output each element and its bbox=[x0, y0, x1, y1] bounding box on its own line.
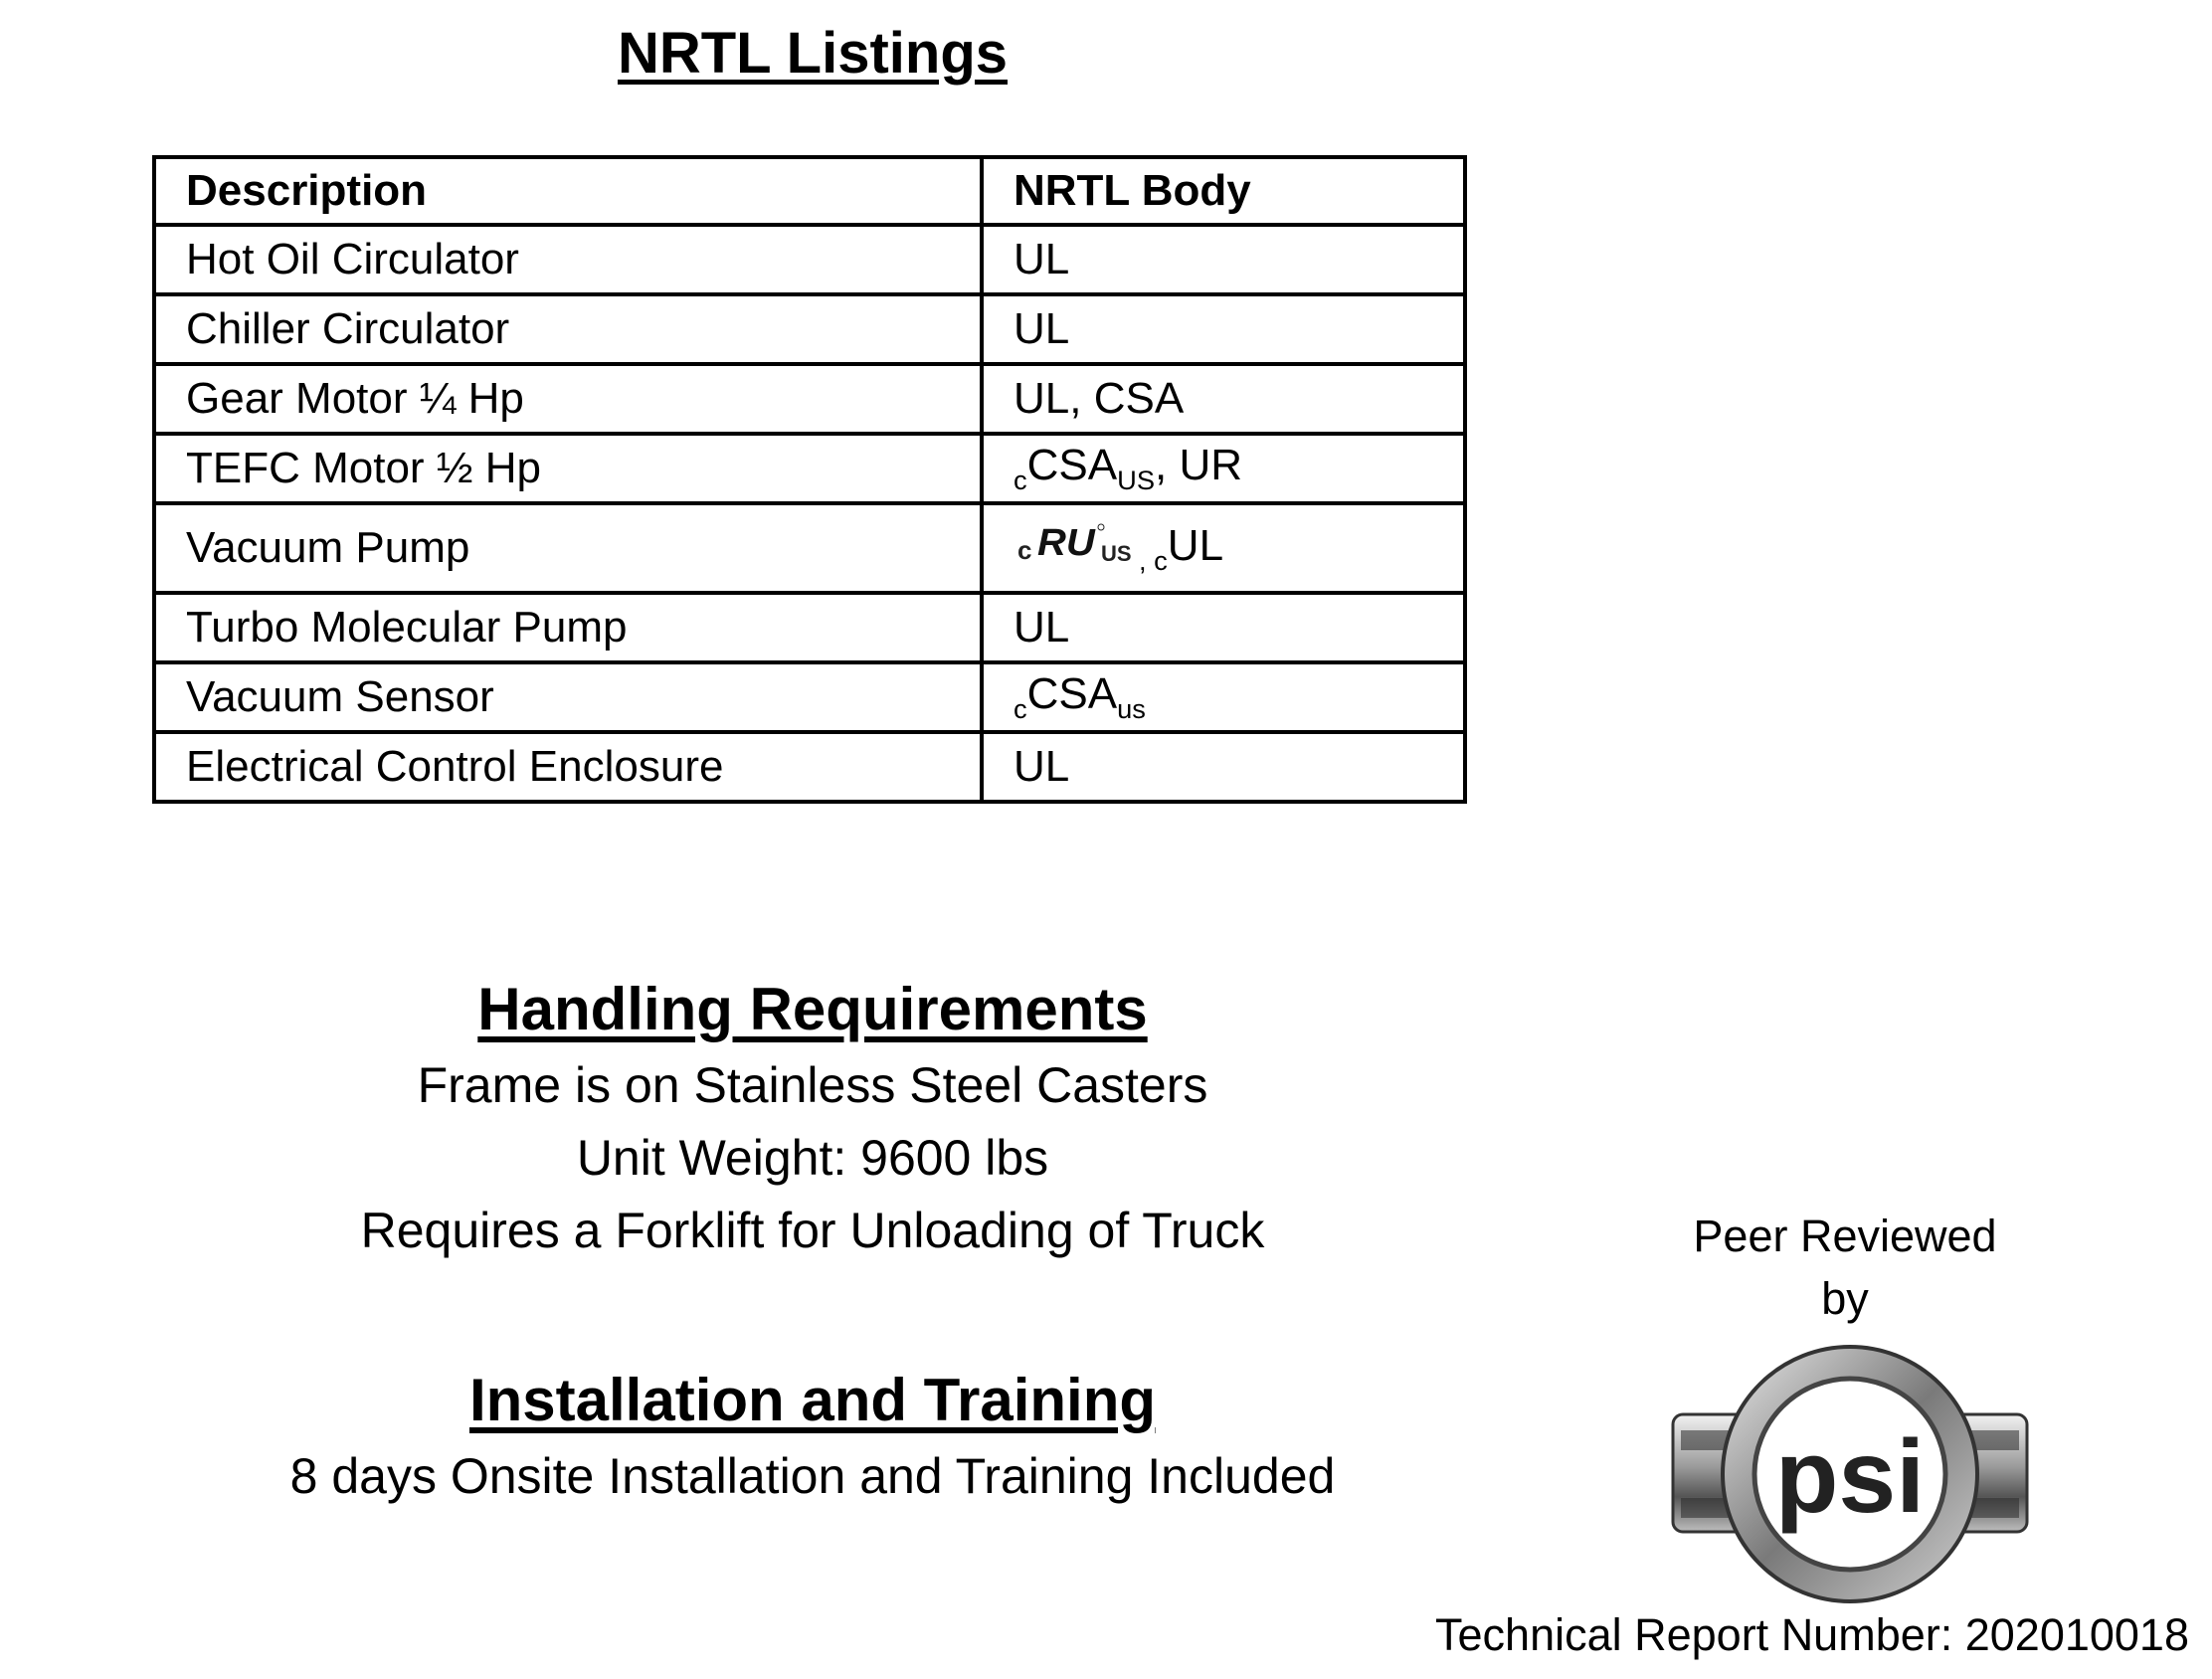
svg-text:RU: RU bbox=[1037, 521, 1095, 564]
nrtl-body-cell: UL bbox=[982, 225, 1465, 294]
body-main: CSA bbox=[1026, 669, 1118, 719]
table-row bbox=[154, 294, 1465, 364]
table-row bbox=[154, 503, 1465, 593]
table-header-row bbox=[154, 157, 1465, 225]
column-header-nrtl-body: NRTL Body bbox=[982, 157, 1465, 225]
nrtl-body-cell bbox=[982, 434, 1465, 503]
table-row bbox=[154, 593, 1465, 662]
psi-logo bbox=[1671, 1335, 2029, 1618]
handling-title: Handling Requirements bbox=[477, 976, 1148, 1042]
handling-line: Frame is on Stainless Steel Casters bbox=[417, 1057, 1208, 1113]
country-suffix: US bbox=[1117, 464, 1156, 495]
table-row bbox=[154, 364, 1465, 434]
nrtl-body-cell: UL bbox=[982, 732, 1465, 802]
column-header-description: Description bbox=[154, 157, 982, 225]
ul-recognized-mark-icon bbox=[1014, 513, 1133, 584]
svg-text:US: US bbox=[1101, 540, 1132, 566]
handling-line: Requires a Forklift for Unloading of Truck bbox=[360, 1203, 1265, 1258]
description-cell: Vacuum Sensor bbox=[154, 662, 982, 732]
description-cell: Gear Motor ¼ Hp bbox=[154, 364, 982, 434]
country-prefix: c bbox=[1014, 464, 1027, 495]
table-row bbox=[154, 434, 1465, 503]
svg-text:c: c bbox=[1017, 534, 1032, 565]
country-suffix: us bbox=[1117, 692, 1146, 724]
page-title: NRTL Listings bbox=[617, 21, 1009, 86]
description-cell: Chiller Circulator bbox=[154, 294, 982, 364]
description-cell: Hot Oil Circulator bbox=[154, 225, 982, 294]
table-row bbox=[154, 225, 1465, 294]
psi-logo-text: psi bbox=[1774, 1419, 1926, 1535]
table-row bbox=[154, 732, 1465, 802]
peer-reviewed-label: Peer Reviewed bbox=[1693, 1211, 1997, 1261]
handling-line: Unit Weight: 9600 lbs bbox=[576, 1130, 1049, 1186]
installation-title: Installation and Training bbox=[468, 1367, 1157, 1433]
body-rest: , UR bbox=[1155, 441, 1243, 490]
nrtl-body-cell bbox=[982, 662, 1465, 732]
body-main: UL bbox=[1167, 520, 1224, 570]
description-cell: Turbo Molecular Pump bbox=[154, 593, 982, 662]
installation-line: 8 days Onsite Installation and Training Included bbox=[289, 1448, 1336, 1504]
peer-reviewed-by: by bbox=[1821, 1273, 1869, 1324]
description-cell: Vacuum Pump bbox=[154, 503, 982, 593]
nrtl-body-cell: UL bbox=[982, 294, 1465, 364]
description-cell: Electrical Control Enclosure bbox=[154, 732, 982, 802]
country-prefix: , c bbox=[1139, 544, 1168, 576]
table-row bbox=[154, 662, 1465, 732]
body-main: CSA bbox=[1026, 441, 1118, 490]
description-cell: TEFC Motor ½ Hp bbox=[154, 434, 982, 503]
technical-report-number: Technical Report Number: 202010018 bbox=[1435, 1609, 2189, 1660]
nrtl-body-cell: UL bbox=[982, 593, 1465, 662]
nrtl-table bbox=[152, 155, 1467, 804]
country-prefix: c bbox=[1014, 692, 1027, 724]
nrtl-body-cell bbox=[982, 503, 1465, 593]
nrtl-body-cell: UL, CSA bbox=[982, 364, 1465, 434]
